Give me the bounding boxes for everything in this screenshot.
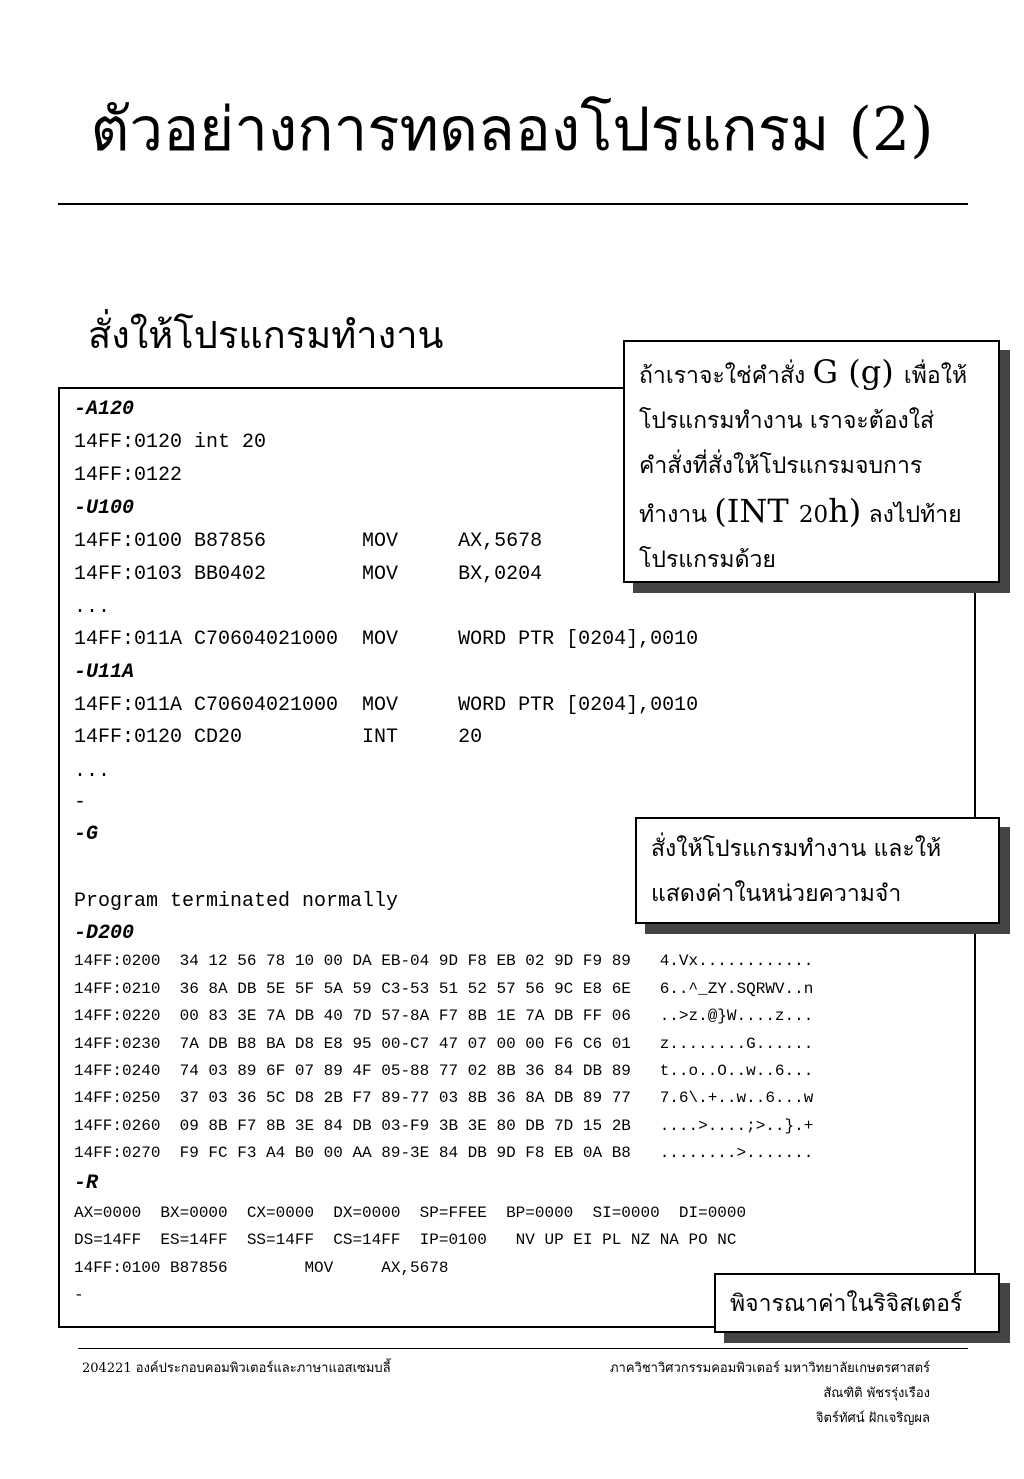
- terminal-command: -R: [74, 1172, 99, 1195]
- terminal-command: -G: [74, 823, 99, 846]
- callout-line: โปรแกรมด้วย: [639, 547, 776, 573]
- terminal-line: 14FF:0120 CD20 INT 20: [74, 726, 483, 749]
- terminal-line: 14FF:0122: [74, 464, 183, 487]
- callout-line: [639, 350, 988, 399]
- memory-dump-row: 14FF:0270 F9 FC F3 A4 B0 00 AA 89-3E 84 DB 9D F8 EB 0A B8 ........>.......: [74, 1144, 814, 1162]
- memory-dump-row: 14FF:0220 00 83 3E 7A DB 40 7D 57-8A F7 8B 1E 7A DB FF 06 ..>z.@}W....z...: [74, 1007, 814, 1025]
- memory-dump-row: 14FF:0210 36 8A DB 5E 5F 5A 59 C3-53 51 52 57 56 9C E8 6E 6..^_ZY.SQRWV..n: [74, 980, 814, 998]
- callout-text: ทำงาน: [639, 502, 715, 528]
- callout-show-memory: [635, 817, 1000, 924]
- terminal-line: 14FF:011A C70604021000 MOV WORD PTR [0204],0010: [74, 628, 699, 651]
- callout-line: คำสั่งที่สั่งให้โปรแกรมจบการ: [639, 453, 923, 479]
- terminal-line: 14FF:0120 int 20: [74, 431, 267, 454]
- memory-dump-row: 14FF:0200 34 12 56 78 10 00 DA EB-04 9D F8 EB 02 9D F9 89 4.Vx............: [74, 952, 814, 970]
- terminal-command: -U100: [74, 497, 135, 520]
- memory-dump-row: 14FF:0260 09 8B F7 8B 3E 84 DB 03-F9 3B 3E 80 DB 7D 15 2B ....>....;>..}.+: [74, 1117, 814, 1135]
- section-subtitle: สั่งให้โปรแกรมทำงาน: [88, 313, 444, 357]
- callout-text: (g): [838, 353, 904, 391]
- terminal-line: -: [74, 791, 87, 814]
- callout-text: G: [812, 353, 839, 391]
- terminal-line: 14FF:011A C70604021000 MOV WORD PTR [0204],0010: [74, 694, 699, 717]
- callout-run-g: [623, 340, 1000, 583]
- callout-line: โปรแกรมทำงาน เราจะต้องใส่: [639, 408, 935, 434]
- footer-author: สัณฑิติ พัชรรุ่งเรือง: [823, 1386, 930, 1401]
- callout-line: [639, 489, 988, 538]
- footer-author: จิตร์ทัศน์ ฝักเจริญผล: [815, 1411, 930, 1426]
- register-row: AX=0000 BX=0000 CX=0000 DX=0000 SP=FFEE BP=0000 SI=0000 DI=0000: [74, 1204, 747, 1222]
- callout-text: ถ้าเราจะใช่คำสั่ง: [639, 363, 813, 389]
- terminal-line: Program terminated normally: [74, 890, 399, 913]
- callout-line: แสดงค่าในหน่วยความจำ: [651, 881, 902, 907]
- terminal-prompt: -: [74, 1286, 84, 1304]
- footer-course: 204221 องค์ประกอบคอมพิวเตอร์และภาษาแอสเซมบลี้: [82, 1361, 391, 1376]
- terminal-line: 14FF:0103 BB0402 MOV BX,0204: [74, 563, 543, 586]
- callout-registers: [714, 1273, 1000, 1333]
- terminal-line: 14FF:0100 B87856 MOV AX,5678: [74, 530, 543, 553]
- callout-text: ลงไปท้าย: [861, 502, 962, 528]
- terminal-command: -U11A: [74, 661, 135, 684]
- callout-text: เพื่อให้: [903, 363, 968, 389]
- callout-line: สั่งให้โปรแกรมทำงาน และให้: [651, 836, 942, 862]
- register-row: 14FF:0100 B87856 MOV AX,5678: [74, 1259, 449, 1277]
- callout-line: พิจารณาค่าในริจิสเตอร์: [730, 1291, 963, 1317]
- footer-department: ภาควิชาวิศวกรรมคอมพิวเตอร์ มหาวิทยาลัยเกษตรศาสตร์: [609, 1361, 930, 1376]
- terminal-line: ...: [74, 760, 111, 783]
- terminal-line: ...: [74, 596, 111, 619]
- memory-dump-row: 14FF:0230 7A DB B8 BA D8 E8 95 00-C7 47 07 00 00 F6 C6 01 z........G......: [74, 1035, 814, 1053]
- register-row: DS=14FF ES=14FF SS=14FF CS=14FF IP=0100 NV UP EI PL NZ NA PO NC: [74, 1231, 737, 1249]
- callout-text: (INT: [714, 492, 799, 530]
- callout-text: 20: [798, 502, 829, 528]
- callout-text: h): [828, 492, 862, 530]
- footer-divider: [78, 1348, 968, 1349]
- memory-dump-row: 14FF:0240 74 03 89 6F 07 89 4F 05-88 77 02 8B 36 84 DB 89 t..o..O..w..6...: [74, 1062, 814, 1080]
- page-title: ตัวอย่างการทดลองโปรแกรม (2): [90, 95, 934, 165]
- memory-dump-row: 14FF:0250 37 03 36 5C D8 2B F7 89-77 03 8B 36 8A DB 89 77 7.6\.+..w..6...w: [74, 1089, 814, 1107]
- terminal-command: -D200: [74, 922, 135, 945]
- title-divider: [58, 203, 968, 205]
- terminal-command: -A120: [74, 398, 135, 421]
